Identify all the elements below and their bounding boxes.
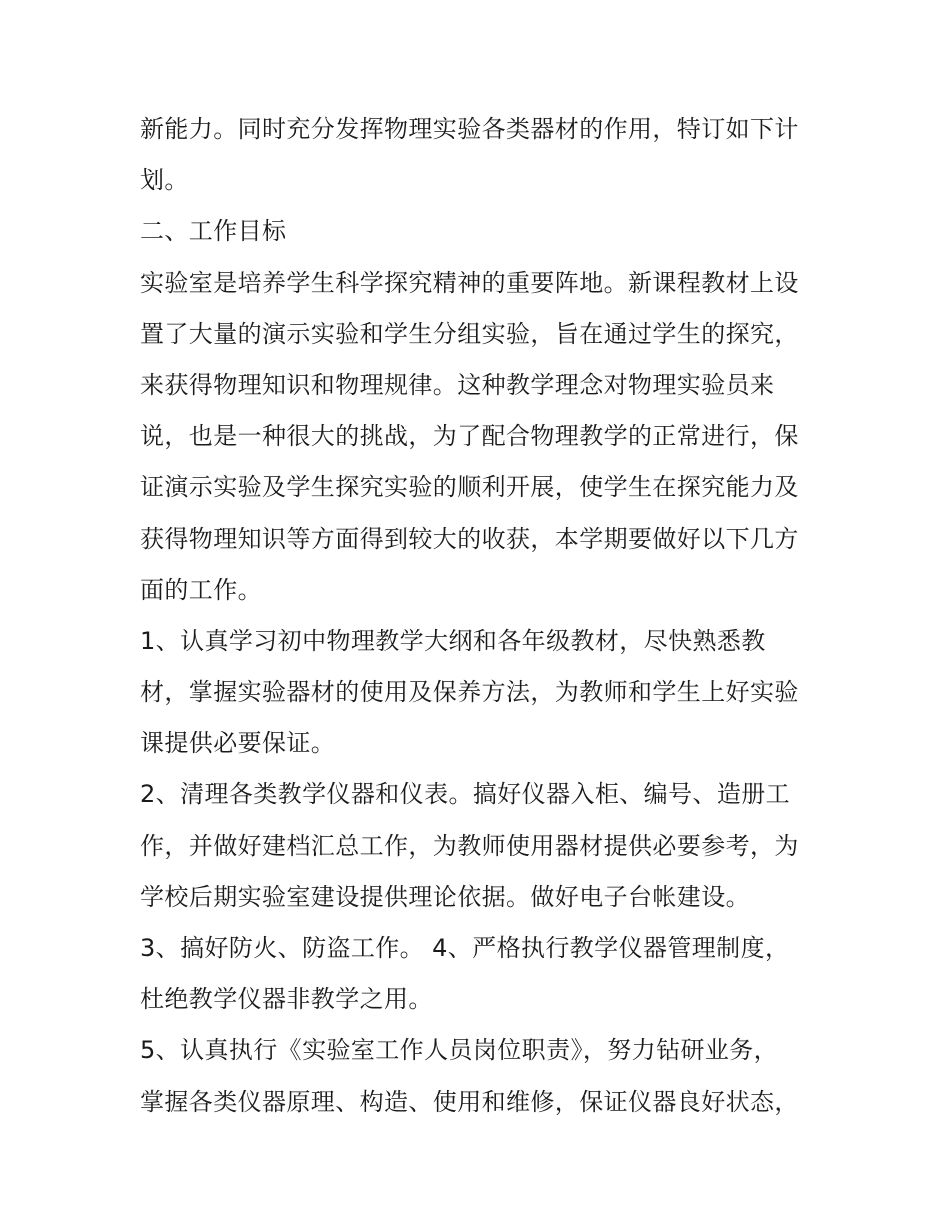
text-line: 来获得物理知识和物理规律。这种教学理念对物理实验员来	[140, 370, 775, 399]
text-line: 学校后期实验室建设提供理论依据。做好电子台帐建设。	[140, 882, 750, 911]
section-heading: 二、工作目标	[140, 217, 287, 246]
document-body	[140, 104, 820, 1128]
text-line: 划。	[140, 166, 189, 195]
text-line: 1、认真学习初中物理教学大纲和各年级教材，尽快熟悉教	[140, 626, 766, 655]
text-line: 置了大量的演示实验和学生分组实验，旨在通过学生的探究，	[140, 319, 799, 348]
text-line: 2、清理各类教学仪器和仪表。搞好仪器入柜、编号、造册工	[140, 780, 791, 809]
text-line: 杜绝教学仪器非教学之用。	[140, 985, 433, 1014]
text-line: 说，也是一种很大的挑战，为了配合物理教学的正常进行，保	[140, 422, 799, 451]
text-line: 获得物理知识等方面得到较大的收获，本学期要做好以下几方	[140, 524, 799, 553]
text-line: 5、认真执行《实验室工作人员岗位职责》，努力钻研业务，	[140, 1036, 779, 1065]
text-line: 面的工作。	[140, 575, 262, 604]
text-line: 3、搞好防火、防盗工作。 4、严格执行教学仪器管理制度，	[140, 934, 790, 962]
text-line: 材，掌握实验器材的使用及保养方法，为教师和学生上好实验	[140, 678, 799, 707]
text-line: 课提供必要保证。	[140, 729, 336, 758]
text-line: 新能力。同时充分发挥物理实验各类器材的作用，特订如下计	[140, 115, 799, 143]
text-line: 实验室是培养学生科学探究精神的重要阵地。新课程教材上设	[140, 268, 799, 297]
text-line: 证演示实验及学生探究实验的顺利开展，使学生在探究能力及	[140, 473, 799, 502]
text-line: 作，并做好建档汇总工作，为教师使用器材提供必要参考，为	[140, 831, 799, 860]
text-line: 掌握各类仪器原理、构造、使用和维修，保证仪器良好状态，	[140, 1087, 799, 1116]
